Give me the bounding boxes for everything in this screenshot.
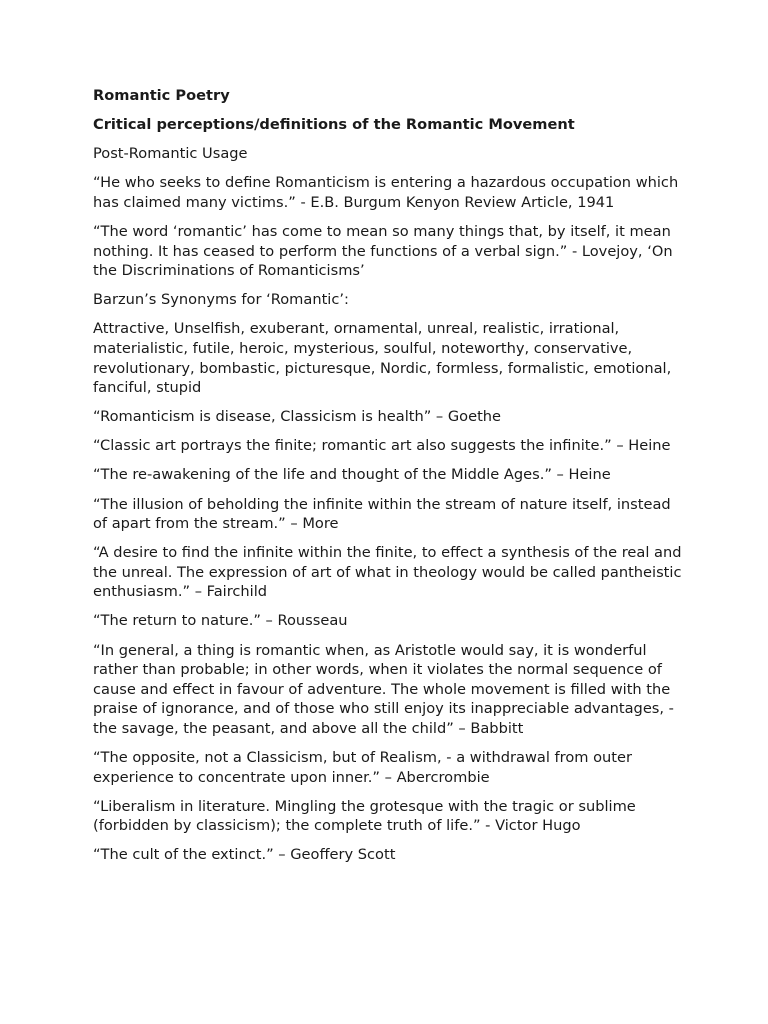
paragraph-fairchild-quote: “A desire to find the infinite within the finite, to effect a synthesis of the real and the unreal. The expression of art of what in theology would be called pantheistic enthusiasm.” – Fairchild — [93, 544, 682, 601]
paragraph-goethe-quote: “Romanticism is disease, Classicism is health” – Goethe — [93, 408, 502, 426]
paragraph-hugo-quote: “Liberalism in literature. Mingling the grotesque with the tragic or sublime (forbidden by classicism); the complete truth of life.” - Victor Hugo — [93, 797, 636, 835]
paragraph-abercrombie-quote: “The opposite, not a Classicism, but of Realism, - a withdrawal from outer experience to concentrate upon inner.” – Abercrombie — [93, 749, 633, 786]
paragraph-burgum-quote: “He who seeks to define Romanticism is entering a hazardous occupation which has claimed many victims.” - E.B. Burgum Kenyon Review Article, 1941 — [93, 174, 679, 211]
paragraph-heine-quote-2: “The re-awakening of the life and thought of the Middle Ages.” – Heine — [93, 466, 611, 484]
paragraph-heine-quote-1: “Classic art portrays the finite; romantic art also suggests the infinite.” – Heine — [93, 437, 671, 455]
paragraph-barzun-heading: Barzun’s Synonyms for ‘Romantic’: — [93, 291, 349, 309]
document-page — [93, 86, 683, 875]
document-title: Romantic Poetry — [93, 87, 230, 104]
paragraph-usage-heading: Post-Romantic Usage — [93, 145, 248, 163]
document-subtitle: Critical perceptions/definitions of the Romantic Movement — [93, 116, 575, 134]
paragraph-rousseau-quote: “The return to nature.” – Rousseau — [93, 612, 348, 630]
paragraph-scott-quote: “The cult of the extinct.” – Geoffery Scott — [93, 846, 396, 864]
paragraph-babbitt-quote: “In general, a thing is romantic when, as Aristotle would say, it is wonderful rather than probable; in other words, when it violates the normal sequence of cause and effect in favour of adventure. The whole movement is filled with the praise of ignorance, and of those who still enjoy its inappreciable advantages, - the savage, the peasant, and above all the child” – Babbitt — [93, 641, 674, 737]
paragraph-more-quote: “The illusion of beholding the infinite within the stream of nature itself, instead of apart from the stream.” – More — [93, 495, 671, 533]
paragraph-barzun-synonyms: Attractive, Unselfish, exuberant, ornamental, unreal, realistic, irrational, materialistic, futile, heroic, mysterious, soulful, noteworthy, conservative, revolutionary, bombastic, picturesque, Nordic, formless, formalistic, emotional, fanciful, stupid — [93, 320, 672, 397]
paragraph-lovejoy-quote: “The word ‘romantic’ has come to mean so many things that, by itself, it mean nothing. It has ceased to perform the functions of a verbal sign.” - Lovejoy, ‘On the Discriminations of Romanticisms’ — [93, 222, 673, 280]
